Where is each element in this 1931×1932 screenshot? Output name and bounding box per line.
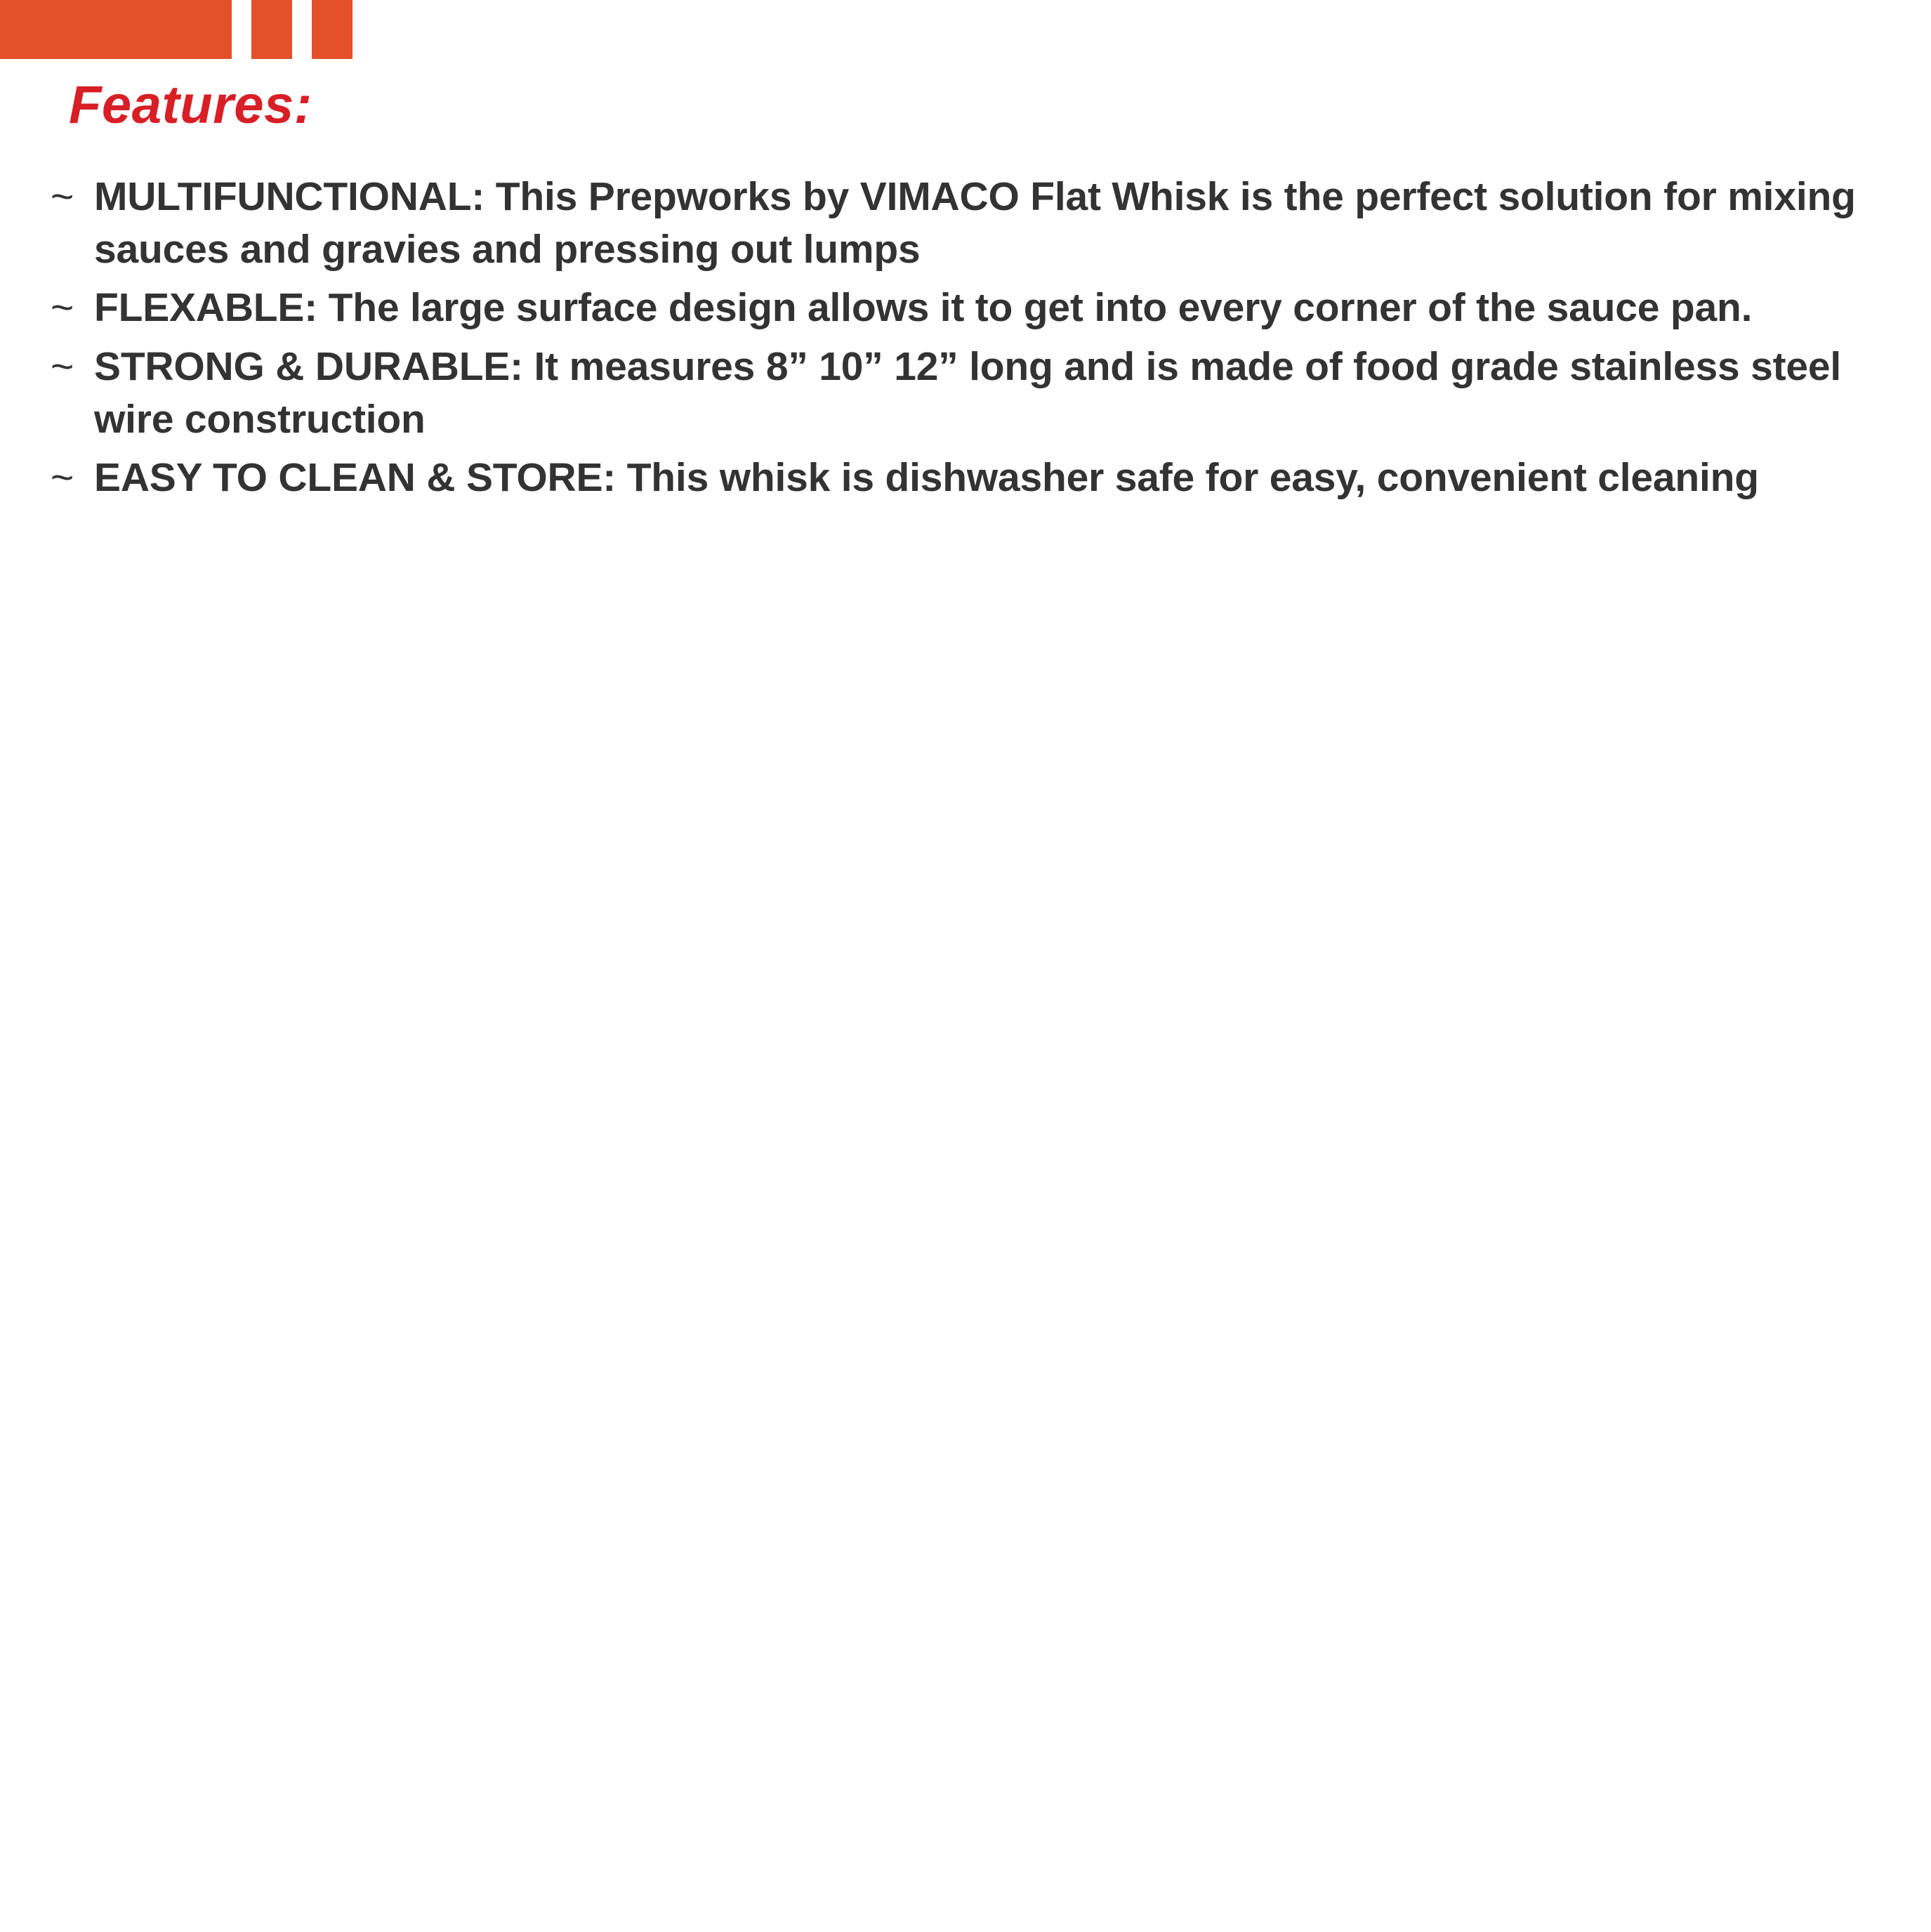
decorative-bar-long <box>0 0 232 59</box>
list-item <box>51 452 1890 504</box>
decorative-gap <box>232 0 251 59</box>
feature-text: MULTIFUNCTIONAL: This Prepworks by VIMACO Flat Whisk is the perfect solution for mixing sauces and gravies and pressing out lumps <box>94 174 1856 272</box>
decorative-top-bars <box>0 0 352 59</box>
tilde-bullet-icon: ~ <box>51 455 74 501</box>
list-item <box>51 282 1890 334</box>
tilde-bullet-icon: ~ <box>51 174 74 219</box>
tilde-bullet-icon: ~ <box>51 343 74 389</box>
list-item <box>51 341 1890 446</box>
features-list <box>51 171 1890 510</box>
page-title: Features: <box>69 75 312 135</box>
tilde-bullet-icon: ~ <box>51 285 74 331</box>
decorative-gap <box>292 0 312 59</box>
decorative-bar-short-2 <box>312 0 352 59</box>
decorative-bar-short-1 <box>251 0 292 59</box>
list-item <box>51 171 1890 276</box>
feature-text: EASY TO CLEAN & STORE: This whisk is dishwasher safe for easy, convenient cleaning <box>94 455 1759 501</box>
feature-text: FLEXABLE: The large surface design allows it to get into every corner of the sauce pan. <box>94 285 1753 331</box>
feature-text: STRONG & DURABLE: It measures 8” 10” 12” long and is made of food grade stainless steel wire construction <box>94 343 1842 442</box>
